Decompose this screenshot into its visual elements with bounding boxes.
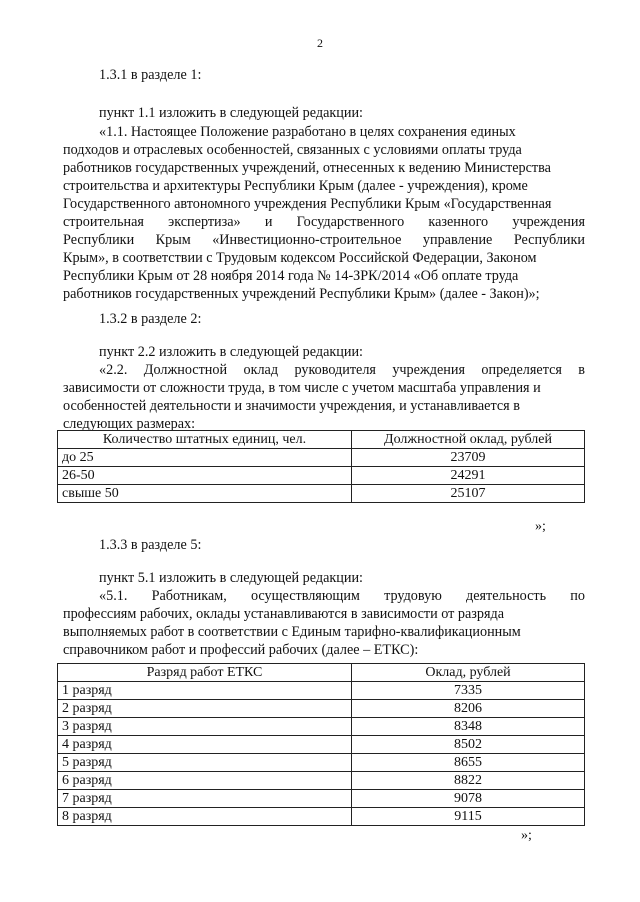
page-number: 2 <box>317 36 323 50</box>
table-cell: 3 разряд <box>58 718 352 736</box>
table-cell: 8206 <box>352 700 585 718</box>
section-131-intro: пункт 1.1 изложить в следующей редакции: <box>99 105 363 121</box>
table-cell: 26-50 <box>58 467 352 485</box>
table-header-cell: Оклад, рублей <box>352 664 585 682</box>
table-cell: 8348 <box>352 718 585 736</box>
section-133-intro: пункт 5.1 изложить в следующей редакции: <box>99 570 363 586</box>
table-cell: 23709 <box>352 449 585 467</box>
section-132-heading: 1.3.2 в разделе 2: <box>99 311 202 327</box>
paragraph-line: Государственного автономного учреждения Республики Крым «Государственная <box>63 196 552 212</box>
paragraph-line: строительства и архитектуры Республики Крым (далее - учреждения), кроме <box>63 178 528 194</box>
table-row <box>58 808 585 826</box>
table-cell: 9078 <box>352 790 585 808</box>
table-row <box>58 790 585 808</box>
table-cell: до 25 <box>58 449 352 467</box>
table-cell: 8502 <box>352 736 585 754</box>
table-row <box>58 485 585 503</box>
table-row <box>58 718 585 736</box>
table-row <box>58 772 585 790</box>
paragraph-line: особенностей деятельности и значимости учреждения, и устанавливается в <box>63 398 520 414</box>
table-header-cell: Разряд работ ЕТКС <box>58 664 352 682</box>
paragraph-line: «1.1. Настоящее Положение разработано в целях сохранения единых <box>99 124 516 140</box>
paragraph-line: зависимости от сложности труда, в том числе с учетом масштаба управления и <box>63 380 541 396</box>
table-cell: 5 разряд <box>58 754 352 772</box>
table-header-row <box>58 664 585 682</box>
paragraph-line: «5.1. Работникам, осуществляющим трудовую деятельность по <box>99 588 585 604</box>
paragraph-line: подходов и отраслевых особенностей, связанных с условиями оплаты труда <box>63 142 522 158</box>
section-131-heading: 1.3.1 в разделе 1: <box>99 67 202 83</box>
table-cell: свыше 50 <box>58 485 352 503</box>
table-cell: 9115 <box>352 808 585 826</box>
director-salary-table <box>57 430 585 503</box>
closing-quote-mark: »; <box>521 828 532 843</box>
table-row <box>58 754 585 772</box>
table-row <box>58 736 585 754</box>
paragraph-line: выполняемых работ в соответствии с Единым тарифно-квалификационным <box>63 624 521 640</box>
paragraph-line: Республики Крым от 28 ноября 2014 года № 14-ЗРК/2014 «Об оплате труда <box>63 268 519 284</box>
paragraph-line: строительная экспертиза» и Государственного казенного учреждения <box>63 214 585 230</box>
paragraph-line: работников государственных учреждений, отнесенных к ведению Министерства <box>63 160 551 176</box>
table-row <box>58 700 585 718</box>
table-row <box>58 682 585 700</box>
paragraph-line: профессиям рабочих, оклады устанавливаются в зависимости от разряда <box>63 606 505 622</box>
table-header-cell: Количество штатных единиц, чел. <box>58 431 352 449</box>
paragraph-line: следующих размерах: <box>63 416 196 432</box>
section-132-intro: пункт 2.2 изложить в следующей редакции: <box>99 344 363 360</box>
table-cell: 7335 <box>352 682 585 700</box>
closing-quote-mark: »; <box>535 519 546 534</box>
table-cell: 24291 <box>352 467 585 485</box>
table-cell: 4 разряд <box>58 736 352 754</box>
paragraph-line: Крым», в соответствии с Трудовым кодексом Российской Федерации, Законом <box>63 250 537 266</box>
table-header-cell: Должностной оклад, рублей <box>352 431 585 449</box>
paragraph-line: Республики Крым «Инвестиционно-строительное управление Республики <box>63 232 585 248</box>
table-cell: 6 разряд <box>58 772 352 790</box>
table-cell: 8655 <box>352 754 585 772</box>
table-cell: 1 разряд <box>58 682 352 700</box>
table-cell: 2 разряд <box>58 700 352 718</box>
paragraph-line: справочником работ и профессий рабочих (далее – ЕТКС): <box>63 642 419 658</box>
table-cell: 8822 <box>352 772 585 790</box>
section-133-heading: 1.3.3 в разделе 5: <box>99 537 202 553</box>
table-header-row <box>58 431 585 449</box>
paragraph-line: «2.2. Должностной оклад руководителя учреждения определяется в <box>99 362 585 378</box>
table-row <box>58 467 585 485</box>
table-cell: 7 разряд <box>58 790 352 808</box>
worker-salary-table <box>57 663 585 826</box>
table-cell: 8 разряд <box>58 808 352 826</box>
table-cell: 25107 <box>352 485 585 503</box>
table-row <box>58 449 585 467</box>
paragraph-line: работников государственных учреждений Республики Крым» (далее - Закон)»; <box>63 286 540 302</box>
